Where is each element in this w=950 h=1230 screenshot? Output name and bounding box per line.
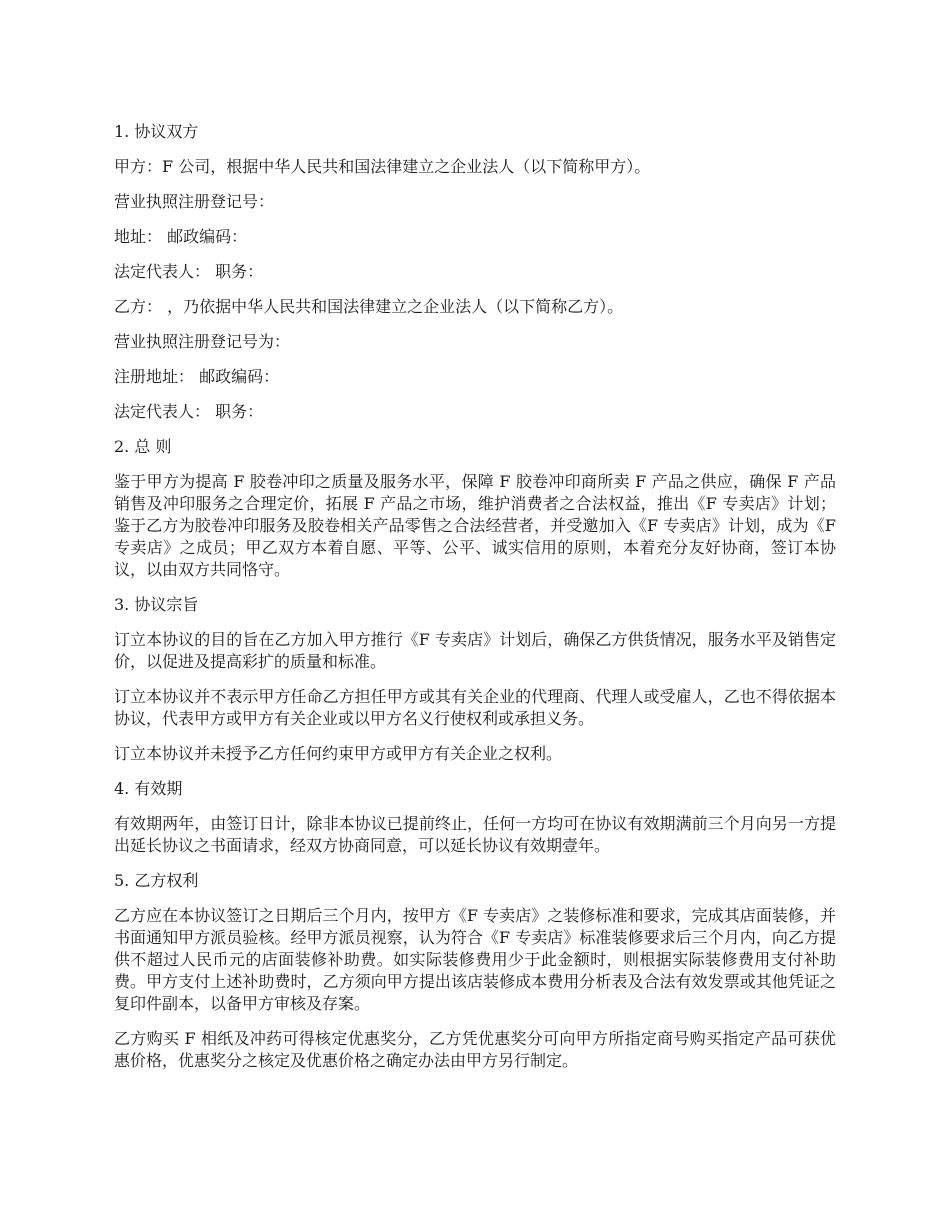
rights-paragraph-2: 乙方购买 F 相纸及冲药可得核定优惠奖分，乙方凭优惠奖分可向甲方所指定商号购买指定产品可获优惠价格，优惠奖分之核定及优惠价格之确定办法由甲方另行制定。: [114, 1029, 836, 1070]
party-b-license-line: 营业执照注册登记号为：: [114, 332, 291, 351]
party-a-line: 甲方：F 公司，根据中华人民共和国法律建立之企业法人（以下简称甲方）。: [114, 157, 651, 176]
purpose-paragraph-2: 订立本协议并不表示甲方任命乙方担任甲方或其有关企业的代理商、代理人或受雇人，乙也不得依据本协议，代表甲方或甲方有关企业或以甲方名义行使权利或承担义务。: [114, 687, 836, 728]
party-b-representative-line: 法定代表人： 职务：: [114, 402, 264, 421]
document-page: [114, 121, 836, 1085]
purpose-paragraph-3: 订立本协议并未授予乙方任何约束甲方或甲方有关企业之权利。: [114, 744, 563, 763]
general-paragraph: 鉴于甲方为提高 F 胶卷冲印之质量及服务水平，保障 F 胶卷冲印商所卖 F 产品之供应，确保 F 产品销售及冲印服务之合理定价，拓展 F 产品之市场，维护消费者之合法权益，推出《F 专卖店》计划；鉴于乙方为胶卷冲印服务及胶卷相关产品零售之合法经营者，并受邀加入《F 专卖店》计划，成为《F 专卖店》之成员；甲乙双方本着自愿、平等、公平、诚实信用的原则，本着充分友好协商，签订本协议，以由双方共同恪守。: [114, 472, 836, 579]
validity-paragraph: 有效期两年，由签订日计，除非本协议已提前终止，任何一方均可在协议有效期满前三个月向另一方提出延长协议之书面请求，经双方协商同意，可以延长协议有效期壹年。: [114, 814, 836, 855]
section-heading-validity: 4. 有效期: [114, 779, 183, 798]
party-a-license-line: 营业执照注册登记号：: [114, 192, 275, 211]
section-heading-parties: 1. 协议双方: [114, 122, 199, 141]
purpose-paragraph-1: 订立本协议的目的旨在乙方加入甲方推行《F 专卖店》计划后，确保乙方供货情况，服务水平及销售定价，以促进及提高彩扩的质量和标准。: [114, 630, 836, 671]
party-a-representative-line: 法定代表人： 职务：: [114, 262, 264, 281]
section-heading-general: 2. 总 则: [114, 437, 172, 456]
party-b-line: 乙方： ，乃依据中华人民共和国法律建立之企业法人（以下简称乙方）。: [114, 297, 624, 316]
party-b-address-line: 注册地址： 邮政编码：: [114, 367, 280, 386]
party-a-address-line: 地址： 邮政编码：: [114, 227, 248, 246]
section-heading-purpose: 3. 协议宗旨: [114, 595, 199, 614]
section-heading-party-b-rights: 5. 乙方权利: [114, 871, 199, 890]
rights-paragraph-1: 乙方应在本协议签订之日期后三个月内，按甲方《F 专卖店》之装修标准和要求，完成其店面装修，并书面通知甲方派员验核。经甲方派员视察，认为符合《F 专卖店》标准装修要求后三个月内，向乙方提供不超过人民币元的店面装修补助费。如实际装修费用少于此金额时，则根据实际装修费用支付补助费。甲方支付上述补助费时，乙方须向甲方提出该店装修成本费用分析表及合法有效发票或其他凭证之复印件副本，以备甲方审核及存案。: [114, 906, 836, 1013]
